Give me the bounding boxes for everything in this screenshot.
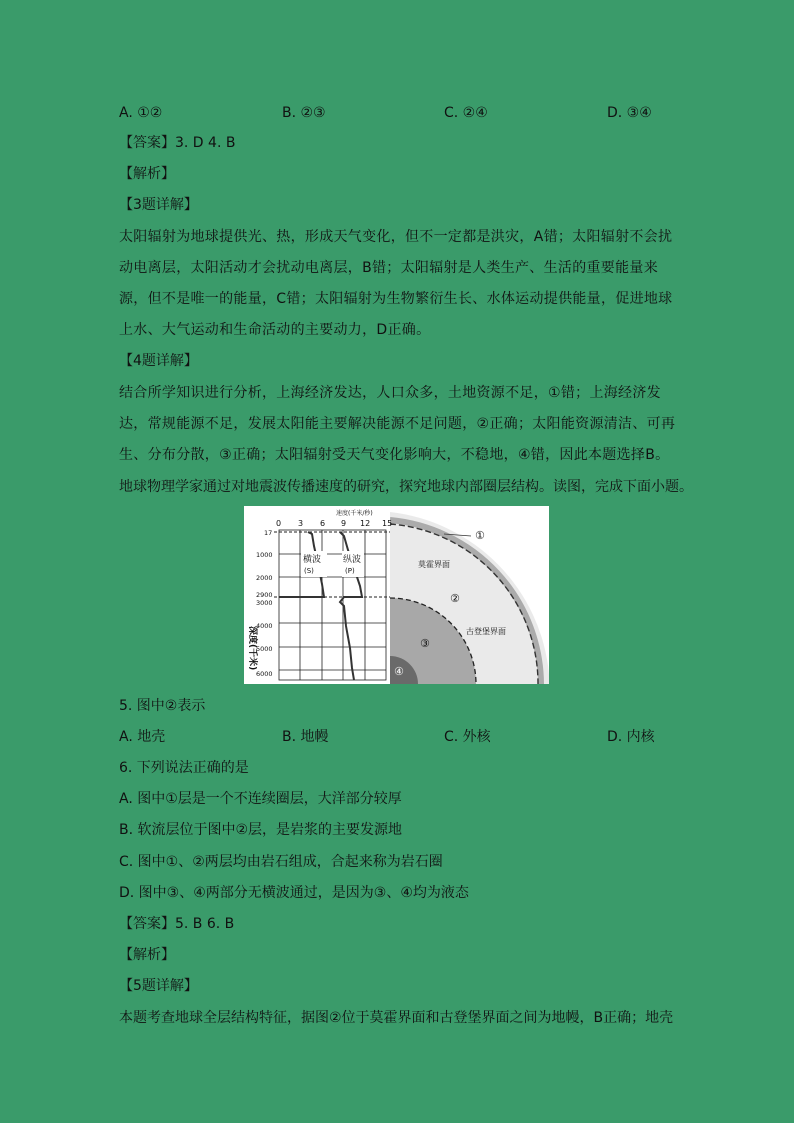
y-tick-5000: 5000 bbox=[256, 645, 273, 653]
q5-option-a: A. 地壳 bbox=[119, 729, 166, 745]
speed-axis-label: 速度(千米/秒) bbox=[336, 510, 373, 517]
answer-3-4: 【答案】3. D 4. B bbox=[119, 135, 236, 151]
y-tick-3000: 3000 bbox=[256, 599, 273, 607]
moho-label: 莫霍界面 bbox=[418, 560, 450, 569]
chart-grid bbox=[279, 530, 386, 680]
y-tick-6000: 6000 bbox=[256, 670, 273, 678]
label-4: ④ bbox=[394, 665, 404, 678]
q6-option-c: C. 图中①、②两层均由岩石组成，合起来称为岩石圈 bbox=[119, 854, 443, 870]
gutenberg-label: 古登堡界面 bbox=[466, 627, 506, 636]
s-wave-label: 横波 bbox=[303, 555, 322, 565]
x-tick-3: 3 bbox=[298, 519, 304, 528]
x-tick-0: 0 bbox=[276, 519, 282, 528]
q6-stem: 6. 下列说法正确的是 bbox=[119, 760, 249, 776]
q6-option-d: D. 图中③、④两部分无横波通过，是因为③、④均为液态 bbox=[119, 885, 469, 901]
y-tick-2000: 2000 bbox=[256, 574, 273, 582]
analysis-heading-1: 【解析】 bbox=[119, 166, 175, 182]
y-tick-1000: 1000 bbox=[256, 551, 273, 559]
q5-option-b: B. 地幔 bbox=[282, 729, 329, 745]
p-wave-label: 纵波 bbox=[343, 555, 362, 565]
option-d-prev: D. ③④ bbox=[607, 105, 652, 121]
y-tick-4000: 4000 bbox=[256, 622, 273, 630]
q5-option-d: D. 内核 bbox=[607, 729, 655, 745]
q6-option-a: A. 图中①层是一个不连续圈层，大洋部分较厚 bbox=[119, 791, 402, 807]
y-tick-2900: 2900 bbox=[256, 591, 273, 599]
q6-option-b: B. 软流层位于图中②层，是岩浆的主要发源地 bbox=[119, 822, 403, 838]
q3-detail-text: 太阳辐射为地球提供光、热，形成天气变化，但不一定都是洪灾，A错；太阳辐射不会扰动电离层，太阳活动才会扰动电离层，B错；太阳辐射是人类生产、生活的重要能量来源，但不是唯一的能量，C错；太阳辐射为生物繁衍生长、水体运动提供能量，促进地球上水、大气运动和生命活动的主要动力，D正确。 bbox=[119, 229, 673, 338]
depth-axis-label: 深度(千米) bbox=[247, 626, 257, 671]
y-ticks bbox=[256, 529, 273, 678]
x-tick-12: 12 bbox=[360, 519, 371, 528]
q5-detail-heading: 【5题详解】 bbox=[119, 978, 198, 994]
q5-option-c: C. 外核 bbox=[444, 729, 491, 745]
x-tick-15: 15 bbox=[382, 519, 393, 528]
q4-detail-heading: 【4题详解】 bbox=[119, 353, 198, 369]
s-wave-symbol: (S) bbox=[304, 567, 314, 575]
label-2: ② bbox=[450, 592, 460, 605]
q3-detail-heading: 【3题详解】 bbox=[119, 197, 198, 213]
p-wave-symbol: (P) bbox=[345, 567, 355, 575]
option-c-prev: C. ②④ bbox=[444, 105, 488, 121]
x-ticks bbox=[276, 519, 392, 528]
option-a-prev: A. ①② bbox=[119, 105, 163, 121]
x-tick-6: 6 bbox=[320, 519, 326, 528]
earth-section bbox=[390, 512, 549, 684]
option-b-prev: B. ②③ bbox=[282, 105, 326, 121]
seismic-diagram bbox=[244, 506, 549, 684]
analysis-heading-2: 【解析】 bbox=[119, 947, 175, 963]
y-tick-17: 17 bbox=[264, 529, 273, 537]
intro-text: 地球物理学家通过对地震波传播速度的研究，探究地球内部圈层结构。读图，完成下面小题。 bbox=[119, 479, 693, 495]
label-3: ③ bbox=[420, 637, 430, 650]
label-1: ① bbox=[475, 529, 485, 542]
q4-detail-text: 结合所学知识进行分析，上海经济发达，人口众多，土地资源不足，①错；上海经济发达，常规能源不足，发展太阳能主要解决能源不足问题，②正确；太阳能资源清洁、可再生、分布分散，③正确；太阳辐射受天气变化影响大，不稳地，④错，因此本题选择B。 bbox=[119, 385, 676, 463]
seismic-figure bbox=[244, 506, 549, 684]
q5-detail-text: 本题考查地球全层结构特征，据图②位于莫霍界面和古登堡界面之间为地幔，B正确；地壳 bbox=[119, 1010, 674, 1026]
answer-5-6: 【答案】5. B 6. B bbox=[119, 916, 235, 932]
x-tick-9: 9 bbox=[341, 519, 347, 528]
q5-stem: 5. 图中②表示 bbox=[119, 698, 206, 714]
